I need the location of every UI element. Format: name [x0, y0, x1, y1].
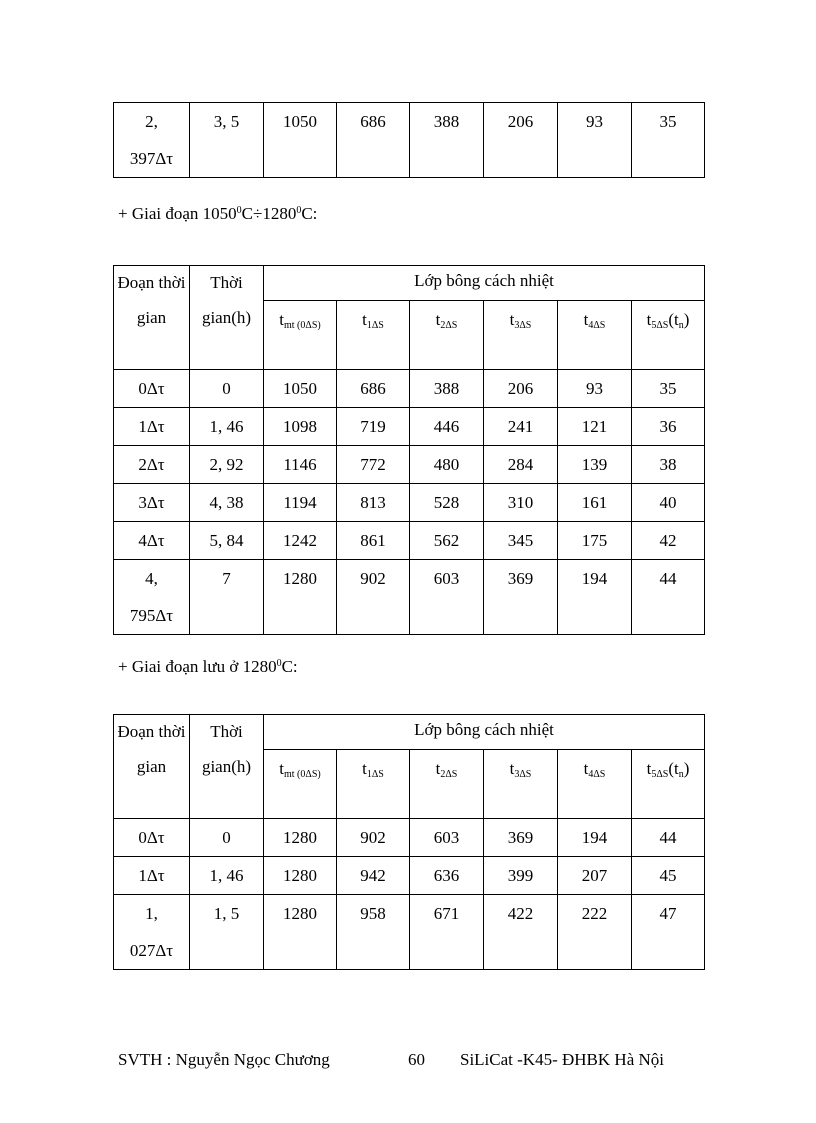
table-cell: 942	[337, 857, 410, 895]
table-cell: 369	[484, 560, 558, 635]
footer-author: SVTH : Nguyễn Ngọc Chương	[118, 1050, 330, 1069]
header-tmt: $t_{mt (0\Delta S)}$	[264, 301, 337, 370]
table-cell: 4Δτ	[114, 522, 190, 560]
table-row	[114, 819, 705, 857]
header-t3: $t_{3\Delta S}$	[484, 750, 558, 819]
table-cell: 44	[632, 560, 705, 635]
table-cell: 446	[410, 408, 484, 446]
table-cell: 175	[558, 522, 632, 560]
table-cell: 686	[337, 370, 410, 408]
header-group: Lớp bông cách nhiệt	[264, 715, 705, 750]
header-t5: $t_{5\Delta S}(t_n)$	[632, 750, 705, 819]
table-cell: 861	[337, 522, 410, 560]
table-cell: 772	[337, 446, 410, 484]
table-row	[114, 522, 705, 560]
table-cell: 3, 5	[190, 103, 264, 178]
table-cell: 93	[558, 103, 632, 178]
header-group: Lớp bông cách nhiệt	[264, 266, 705, 301]
header-t5: $t_{5\Delta S}(t_n)$	[632, 301, 705, 370]
table-row	[114, 857, 705, 895]
table-cell: 1Δτ	[114, 857, 190, 895]
table-cell: 35	[632, 370, 705, 408]
table-cell: 139	[558, 446, 632, 484]
table-cell: 0	[190, 370, 264, 408]
footer-org: SiLiCat -K45- ĐHBK Hà Nội	[460, 1050, 664, 1069]
table-cell: 1280	[264, 819, 337, 857]
table-cell: 422	[484, 895, 558, 970]
table-cell: 902	[337, 560, 410, 635]
header-col1: Đoạn thời gian	[114, 715, 190, 819]
table-cell: 719	[337, 408, 410, 446]
table-cell: 45	[632, 857, 705, 895]
table-row	[114, 484, 705, 522]
header-tmt: $t_{mt (0\Delta S)}$	[264, 750, 337, 819]
table-cell: 44	[632, 819, 705, 857]
table-cell: 194	[558, 819, 632, 857]
table-cell: 2Δτ	[114, 446, 190, 484]
table-cell: 603	[410, 560, 484, 635]
table-cell: 1Δτ	[114, 408, 190, 446]
table-cell: 1, 46	[190, 408, 264, 446]
table-cell: 194	[558, 560, 632, 635]
header-t2: $t_{2\Delta S}$	[410, 750, 484, 819]
table-cell: 671	[410, 895, 484, 970]
section-caption-heating: + Giai đoạn $1050^0C\div 1280^0C$:	[118, 204, 318, 223]
table-cell: 1098	[264, 408, 337, 446]
table-row	[114, 895, 705, 970]
table-cell: 0	[190, 819, 264, 857]
table-cell: 1, 027Δτ	[114, 895, 190, 970]
table-cell: 93	[558, 370, 632, 408]
table-cell: 399	[484, 857, 558, 895]
table-cell: 1146	[264, 446, 337, 484]
table-cell: 528	[410, 484, 484, 522]
table-row	[114, 560, 705, 635]
table-cell: 4, 38	[190, 484, 264, 522]
table-cell: 1050	[264, 370, 337, 408]
heating-table	[113, 265, 705, 635]
table-cell: 42	[632, 522, 705, 560]
table-cell: 206	[484, 370, 558, 408]
table-cell: 1280	[264, 560, 337, 635]
table-cell: 480	[410, 446, 484, 484]
table-cell: 813	[337, 484, 410, 522]
table-cell: 562	[410, 522, 484, 560]
table-cell: 222	[558, 895, 632, 970]
table-cell: 2, 397Δτ	[114, 103, 190, 178]
holding-table	[113, 714, 705, 970]
table-cell: 0Δτ	[114, 819, 190, 857]
table-cell: 207	[558, 857, 632, 895]
table-cell: 310	[484, 484, 558, 522]
table-cell: 1280	[264, 857, 337, 895]
table-cell: 369	[484, 819, 558, 857]
header-t4: $t_{4\Delta S}$	[558, 301, 632, 370]
table-cell: 1280	[264, 895, 337, 970]
table-row	[114, 103, 705, 178]
header-t2: $t_{2\Delta S}$	[410, 301, 484, 370]
footer-page-number: 60	[408, 1050, 425, 1069]
table-cell: 38	[632, 446, 705, 484]
table-cell: 1242	[264, 522, 337, 560]
table-cell: 3Δτ	[114, 484, 190, 522]
table-cell: 1, 46	[190, 857, 264, 895]
header-t4: $t_{4\Delta S}$	[558, 750, 632, 819]
header-t3: $t_{3\Delta S}$	[484, 301, 558, 370]
table-cell: 1050	[264, 103, 337, 178]
table-row	[114, 370, 705, 408]
header-t1: $t_{1\Delta S}$	[337, 301, 410, 370]
table-cell: 161	[558, 484, 632, 522]
table-cell: 388	[410, 370, 484, 408]
table-cell: 5, 84	[190, 522, 264, 560]
table-row	[114, 408, 705, 446]
table-cell: 7	[190, 560, 264, 635]
table-cell: 1, 5	[190, 895, 264, 970]
table-cell: 636	[410, 857, 484, 895]
table-cell: 284	[484, 446, 558, 484]
table-cell: 2, 92	[190, 446, 264, 484]
table-cell: 121	[558, 408, 632, 446]
table-cell: 388	[410, 103, 484, 178]
table-cell: 345	[484, 522, 558, 560]
table-cell: 36	[632, 408, 705, 446]
table-cell: 4, 795Δτ	[114, 560, 190, 635]
table-cell: 40	[632, 484, 705, 522]
top-table	[113, 102, 705, 178]
table-cell: 35	[632, 103, 705, 178]
table-cell: 0Δτ	[114, 370, 190, 408]
table-cell: 902	[337, 819, 410, 857]
table-row	[114, 446, 705, 484]
section-caption-holding: + Giai đoạn lưu ở 1280$^0$C:	[118, 657, 298, 676]
header-col1: Đoạn thời gian	[114, 266, 190, 370]
table-cell: 603	[410, 819, 484, 857]
table-cell: 47	[632, 895, 705, 970]
table-cell: 1194	[264, 484, 337, 522]
header-row	[114, 715, 705, 750]
header-row	[114, 266, 705, 301]
table-cell: 241	[484, 408, 558, 446]
header-col2: Thời gian(h)	[190, 266, 264, 370]
header-t1: $t_{1\Delta S}$	[337, 750, 410, 819]
table-cell: 958	[337, 895, 410, 970]
table-cell: 206	[484, 103, 558, 178]
header-col2: Thời gian(h)	[190, 715, 264, 819]
table-cell: 686	[337, 103, 410, 178]
